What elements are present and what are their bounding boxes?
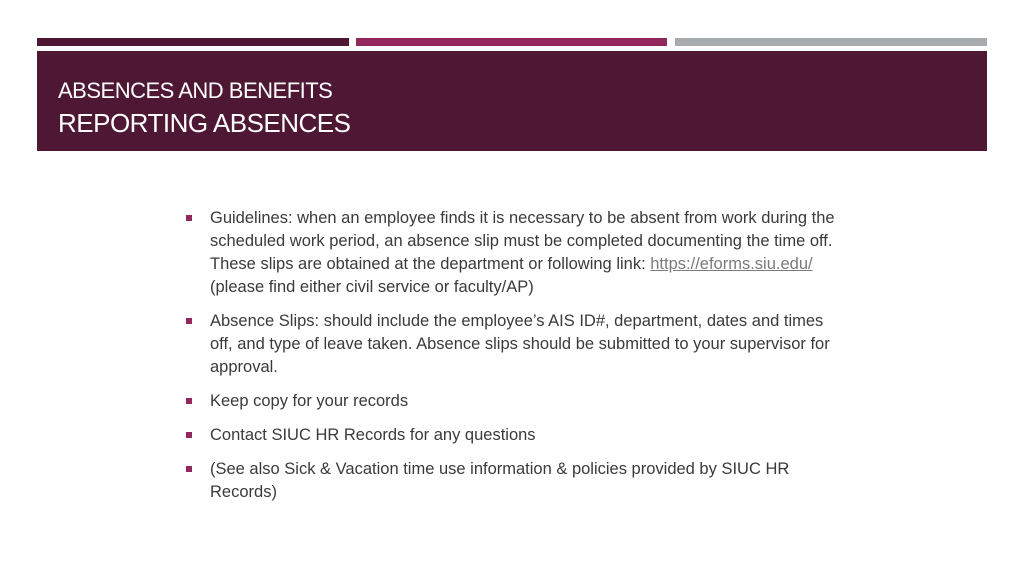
bullet-text: (See also Sick & Vacation time use information & policies provided by SIUC HR Records) — [210, 460, 790, 501]
eforms-link[interactable]: https://eforms.siu.edu/ — [650, 255, 813, 273]
slide-title: REPORTING ABSENCES — [58, 108, 351, 138]
square-bullet-icon — [186, 432, 192, 438]
accent-bar-magenta — [356, 38, 667, 46]
square-bullet-icon — [186, 318, 192, 324]
square-bullet-icon — [186, 466, 192, 472]
bullet-list — [185, 207, 845, 515]
slide-supertitle: ABSENCES AND BENEFITS — [58, 78, 333, 103]
bullet-item-contact — [185, 424, 845, 447]
bullet-item-absence-slips — [185, 310, 845, 379]
bullet-text-continued: (please find either civil service or faculty/AP) — [210, 278, 534, 296]
accent-bar-dark — [37, 38, 349, 46]
square-bullet-icon — [186, 215, 192, 221]
square-bullet-icon — [186, 398, 192, 404]
bullet-text: Guidelines: when an employee finds it is necessary to be absent from work during the scheduled work period, an absence slip must be completed documenting the time off. These slips are obtained at the department or following link: — [210, 209, 835, 273]
bullet-text: Absence Slips: should include the employee’s AIS ID#, department, dates and times off, and type of leave taken. Absence slips should be submitted to your supervisor for approval. — [210, 312, 830, 376]
accent-bar-gray — [675, 38, 987, 46]
bullet-item-guidelines — [185, 207, 845, 299]
bullet-item-keep-copy — [185, 390, 845, 413]
bullet-text: Contact SIUC HR Records for any questions — [210, 426, 536, 444]
title-band — [37, 51, 987, 151]
bullet-text: Keep copy for your records — [210, 392, 409, 410]
bullet-item-see-also — [185, 458, 845, 504]
